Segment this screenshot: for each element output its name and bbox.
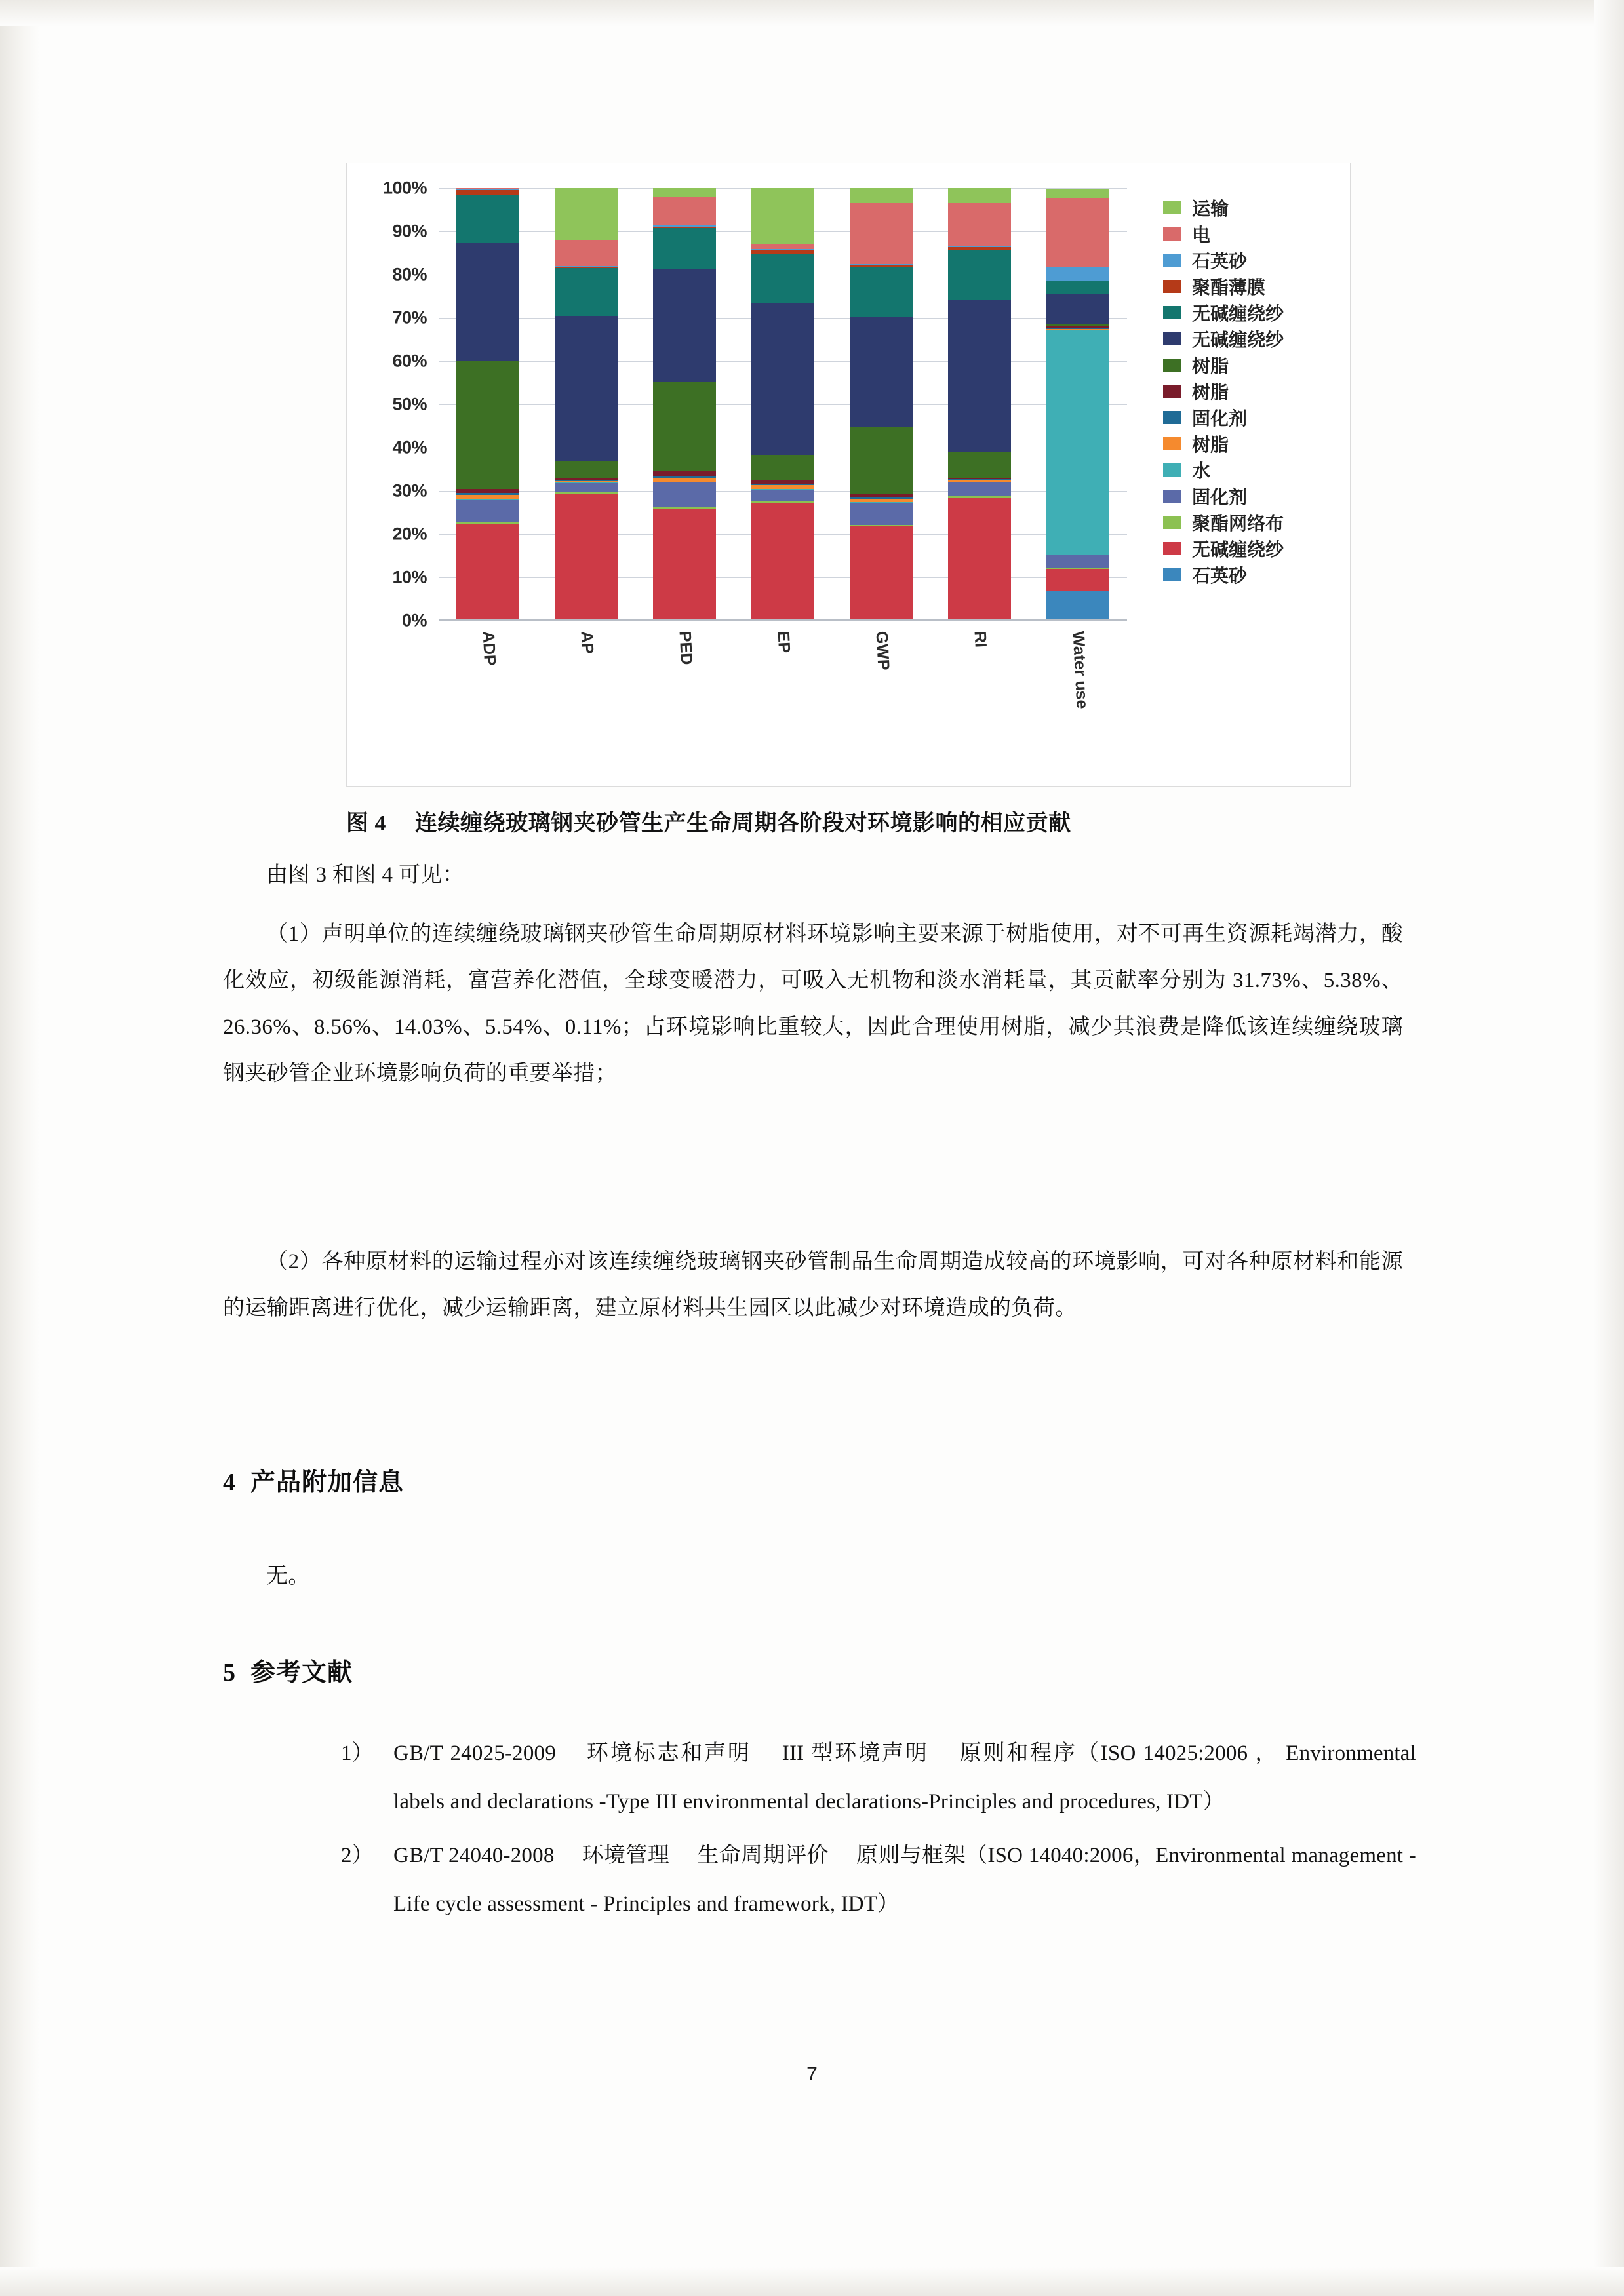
legend-item	[1163, 509, 1340, 535]
reference-item	[341, 1729, 1416, 1826]
bar-segment	[948, 482, 1011, 496]
bar-segment	[948, 203, 1011, 246]
bar-segment	[751, 490, 814, 501]
bar-segment	[1046, 198, 1109, 267]
x-axis-tick-label: EP	[774, 631, 794, 654]
legend-swatch-icon	[1163, 568, 1181, 581]
bar-segment	[653, 478, 716, 482]
bar-segment	[555, 240, 618, 266]
bar-segment	[555, 188, 618, 240]
figure-4-chart	[346, 163, 1351, 787]
legend-swatch-icon	[1163, 201, 1181, 214]
scan-edge-bottom	[0, 2267, 1624, 2296]
x-axis-tick-label: PED	[675, 631, 696, 666]
legend-label: 无碱缠绕纱	[1192, 539, 1284, 560]
bar-segment	[653, 269, 716, 382]
y-axis-tick-label: 10%	[392, 567, 427, 587]
legend-swatch-icon	[1163, 306, 1181, 319]
bar-segment	[1046, 569, 1109, 591]
reference-number: 2）	[341, 1844, 374, 1867]
bar-segment	[456, 190, 519, 195]
reference-list	[341, 1729, 1416, 1934]
figure-caption-text: 连续缠绕玻璃钢夹砂管生产生命周期各阶段对环境影响的相应贡献	[415, 811, 1071, 836]
body-lead-block	[223, 852, 1403, 899]
y-axis-tick-label: 60%	[392, 351, 427, 371]
section-4-title: 产品附加信息	[250, 1469, 405, 1496]
legend-label: 水	[1192, 461, 1211, 481]
reference-number: 1）	[341, 1741, 374, 1765]
bar-segment	[456, 243, 519, 362]
section-5-heading	[223, 1652, 1403, 1688]
legend-swatch-icon	[1163, 280, 1181, 293]
legend-item	[1163, 221, 1340, 247]
legend-label: 运输	[1192, 199, 1229, 219]
bar-segment	[653, 382, 716, 471]
legend-item	[1163, 562, 1340, 588]
reference-item	[341, 1831, 1416, 1928]
legend-label: 电	[1192, 225, 1211, 245]
chart-plot-area	[439, 188, 1127, 621]
x-label-slot	[456, 626, 519, 764]
scan-edge-right	[1594, 0, 1624, 2296]
chart-x-axis-labels	[439, 626, 1127, 764]
bar-segment	[850, 267, 913, 317]
x-label-slot	[653, 626, 716, 764]
legend-item	[1163, 326, 1340, 352]
bar-water-use	[1046, 189, 1109, 621]
bar-segment	[850, 203, 913, 263]
bar-segment	[948, 300, 1011, 452]
bar-segment	[850, 317, 913, 427]
section-5-title: 参考文献	[250, 1659, 353, 1686]
legend-label: 树脂	[1192, 382, 1229, 402]
bar-segment	[751, 503, 814, 619]
chart-x-axis-line	[439, 619, 1127, 621]
legend-label: 石英砂	[1192, 566, 1248, 586]
x-label-slot	[751, 626, 814, 764]
y-axis-tick-label: 40%	[392, 437, 427, 457]
x-label-slot	[850, 626, 913, 764]
y-axis-tick-label: 100%	[382, 178, 427, 198]
legend-item	[1163, 378, 1340, 404]
legend-item	[1163, 300, 1340, 326]
bar-segment	[751, 254, 814, 303]
bar-segment	[555, 268, 618, 315]
bar-segment	[850, 188, 913, 203]
legend-item	[1163, 195, 1340, 221]
bar-segment	[1046, 294, 1109, 324]
legend-label: 无碱缠绕纱	[1192, 303, 1284, 324]
x-label-slot	[555, 626, 618, 764]
bar-segment	[456, 195, 519, 243]
paragraph-1: （1）声明单位的连续缠绕玻璃钢夹砂管生命周期原材料环境影响主要来源于树脂使用，对不可再生资源耗竭潜力，酸化效应，初级能源消耗，富营养化潜值，全球变暖潜力，可吸入无机物和淡水消耗量，其贡献率分别为 31.73%、5.38%、26.36%、8.56%、14.03%、5.54%、0.11%；占环境影响比重较大，因此合理使用树脂，减少其浪费是降低该连续缠绕玻璃钢夹砂管企业环境影响负荷的重要举措；	[223, 922, 1403, 1085]
bar-segment	[653, 228, 716, 269]
y-axis-tick-label: 80%	[392, 264, 427, 284]
paragraph-2: （2）各种原材料的运输过程亦对该连续缠绕玻璃钢夹砂管制品生命周期造成较高的环境影响，可对各种原材料和能源的运输距离进行优化，减少运输距离，建立原材料共生园区以此减少对环境造成的负荷。	[223, 1250, 1403, 1320]
legend-item	[1163, 352, 1340, 378]
bar-segment	[653, 482, 716, 506]
section-5-number: 5	[223, 1659, 236, 1686]
scan-edge-left	[0, 0, 39, 2296]
bar-ap	[555, 188, 618, 621]
section-4-number: 4	[223, 1469, 236, 1496]
y-axis-tick-label: 70%	[392, 307, 427, 328]
legend-label: 聚酯薄膜	[1192, 277, 1266, 298]
bar-segment	[456, 489, 519, 494]
section-4-heading-block	[223, 1462, 1403, 1498]
legend-label: 聚酯网络布	[1192, 513, 1284, 534]
bar-segment	[456, 361, 519, 489]
x-label-slot	[948, 626, 1011, 764]
bar-segment	[751, 303, 814, 455]
bar-segment	[948, 452, 1011, 478]
reference-text: GB/T 24025-2009 环境标志和声明 III 型环境声明 原则和程序（ISO 14025:2006 ， Environmental labels and declarations -Type III environmental declarations-Principles and procedures, IDT）	[393, 1741, 1416, 1814]
bar-segment	[948, 250, 1011, 300]
legend-item	[1163, 273, 1340, 300]
bar-segment	[850, 503, 913, 525]
bar-column	[751, 188, 814, 621]
bar-segment	[555, 316, 618, 461]
legend-swatch-icon	[1163, 516, 1181, 529]
legend-swatch-icon	[1163, 227, 1181, 241]
bar-segment	[948, 188, 1011, 203]
lead-paragraph: 由图 3 和图 4 可见：	[266, 863, 465, 887]
y-axis-tick-label: 90%	[392, 221, 427, 241]
bar-ri	[948, 188, 1011, 621]
bar-segment	[653, 188, 716, 197]
x-axis-tick-label: Water use	[1069, 631, 1092, 710]
reference-text: GB/T 24040-2008 环境管理 生命周期评价 原则与框架（ISO 14040:2006，Environmental management -Life cycle assessment - Principles and framework, IDT）	[393, 1844, 1416, 1916]
bar-segment	[1046, 555, 1109, 568]
bar-segment	[1046, 267, 1109, 281]
chart-bars	[439, 188, 1127, 621]
legend-swatch-icon	[1163, 542, 1181, 555]
bar-segment	[850, 526, 913, 619]
legend-swatch-icon	[1163, 359, 1181, 372]
bar-adp	[456, 188, 519, 621]
page-number: 7	[806, 2063, 818, 2085]
legend-swatch-icon	[1163, 490, 1181, 503]
bar-segment	[456, 495, 519, 499]
body-paragraph-1-block	[223, 911, 1403, 1097]
bar-segment	[751, 244, 814, 249]
x-axis-tick-label: GWP	[872, 631, 893, 671]
legend-swatch-icon	[1163, 437, 1181, 450]
bar-segment	[1046, 189, 1109, 198]
chart-legend	[1163, 195, 1340, 588]
bar-segment	[1046, 281, 1109, 294]
bar-segment	[555, 494, 618, 619]
section-5-heading-block	[223, 1652, 1403, 1688]
legend-label: 固化剂	[1192, 408, 1248, 429]
bar-segment	[653, 509, 716, 619]
y-axis-tick-label: 30%	[392, 480, 427, 501]
bar-segment	[555, 483, 618, 492]
figure-caption	[346, 805, 1349, 837]
x-axis-tick-label: RI	[970, 631, 990, 648]
bar-segment	[653, 197, 716, 225]
bar-column	[850, 188, 913, 621]
bar-gwp	[850, 188, 913, 621]
bar-segment	[751, 188, 814, 244]
section-4-content-block	[223, 1553, 1403, 1600]
legend-swatch-icon	[1163, 411, 1181, 424]
bar-column	[1046, 188, 1109, 621]
legend-item	[1163, 483, 1340, 509]
chart-y-axis	[359, 178, 427, 631]
bar-segment	[456, 500, 519, 522]
bar-segment	[456, 524, 519, 619]
y-axis-tick-label: 0%	[401, 610, 427, 631]
bar-segment	[751, 455, 814, 481]
figure-caption-number: 图 4	[346, 811, 386, 836]
legend-label: 树脂	[1192, 435, 1229, 455]
legend-item	[1163, 247, 1340, 273]
legend-item	[1163, 431, 1340, 457]
bar-segment	[555, 461, 618, 478]
legend-item	[1163, 535, 1340, 562]
bar-column	[653, 188, 716, 621]
legend-label: 树脂	[1192, 356, 1229, 376]
legend-item	[1163, 457, 1340, 483]
scan-edge-top	[0, 0, 1624, 26]
bar-segment	[948, 498, 1011, 619]
x-axis-tick-label: AP	[577, 631, 597, 655]
bar-ped	[653, 188, 716, 621]
y-axis-tick-label: 20%	[392, 524, 427, 544]
bar-segment	[1046, 591, 1109, 621]
section-4-heading	[223, 1462, 1403, 1498]
x-label-slot	[1046, 626, 1109, 764]
bar-column	[948, 188, 1011, 621]
bar-segment	[1046, 330, 1109, 555]
legend-label: 固化剂	[1192, 487, 1248, 507]
bar-column	[555, 188, 618, 621]
legend-swatch-icon	[1163, 385, 1181, 398]
bar-segment	[850, 427, 913, 494]
bar-column	[456, 188, 519, 621]
legend-swatch-icon	[1163, 332, 1181, 345]
y-axis-tick-label: 50%	[392, 394, 427, 414]
bar-segment	[653, 471, 716, 476]
legend-swatch-icon	[1163, 254, 1181, 267]
legend-label: 石英砂	[1192, 251, 1248, 271]
section-4-content: 无。	[266, 1565, 310, 1588]
x-axis-tick-label: ADP	[479, 631, 500, 667]
bar-ep	[751, 188, 814, 621]
legend-swatch-icon	[1163, 463, 1181, 477]
body-paragraph-2-block	[223, 1239, 1403, 1332]
legend-label: 无碱缠绕纱	[1192, 330, 1284, 350]
legend-item	[1163, 404, 1340, 431]
